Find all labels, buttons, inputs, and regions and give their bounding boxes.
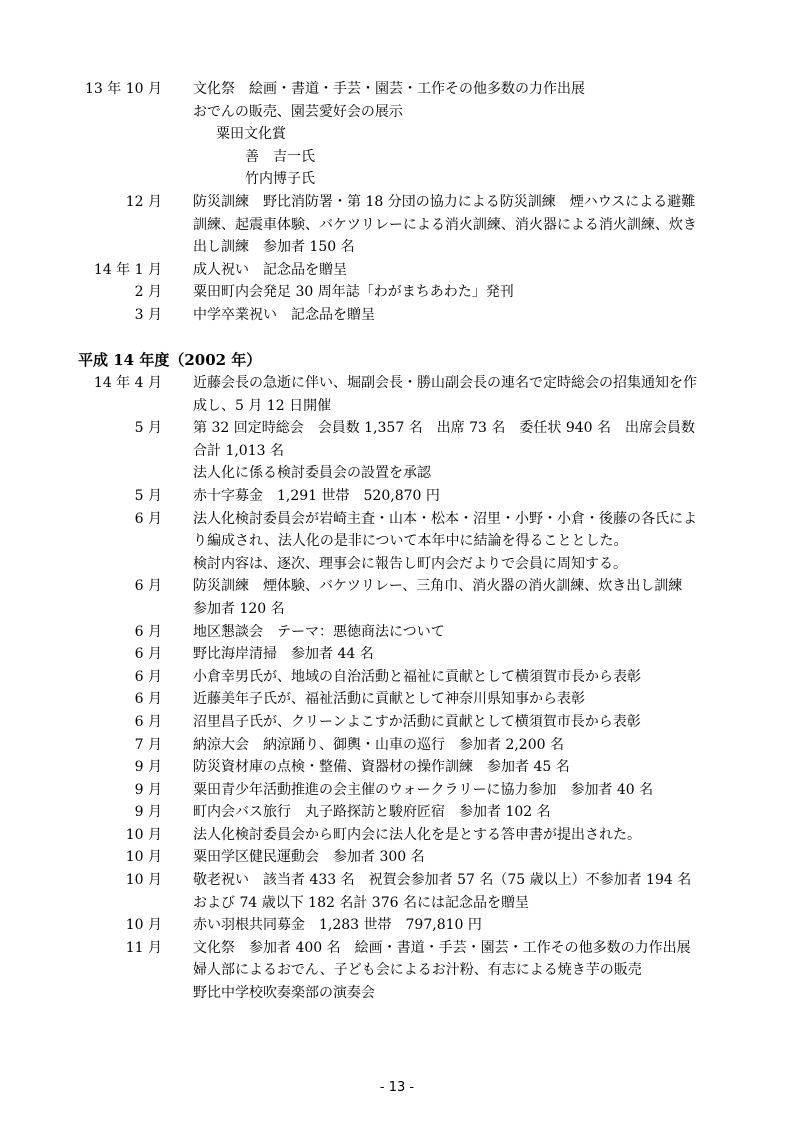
entry-date: 6 月	[134, 691, 162, 708]
entry-text: 防災訓練 野比消防署・第 18 分団の協力による防災訓練 煙ハウスによる避難	[193, 193, 696, 210]
entry-text: 沼里昌子氏が、クリーンよこすか活動に貢献として横須賀市長から表彰	[193, 713, 641, 730]
chronicle-entry-line	[0, 259, 794, 282]
entry-date: 11 月	[125, 939, 162, 956]
entry-date: 5 月	[134, 487, 162, 504]
chronicle-entry-line	[0, 959, 794, 982]
entry-date: 10 月	[125, 917, 162, 934]
chronicle-entry-line	[0, 575, 794, 598]
entry-text: 成し、5 月 12 日開催	[193, 397, 332, 414]
entry-date: 2 月	[134, 284, 162, 301]
entry-text: 検討内容は、逐次、理事会に報告し町内会だよりで会員に周知する。	[193, 555, 627, 572]
chronicle-entry-line	[0, 236, 794, 259]
entry-text: 赤十字募金 1,291 世帯 520,870 円	[193, 487, 440, 504]
chronicle-entry-line	[0, 553, 794, 576]
section-entries	[0, 372, 794, 1005]
entry-text: 訓練、起震車体験、バケツリレーによる消火訓練、消火器による消火訓練、炊き	[193, 216, 697, 233]
entry-text: 文化祭 参加者 400 名 絵画・書道・手芸・園芸・工作その他多数の力作出展	[193, 939, 691, 956]
page-number: - 13 -	[379, 1080, 415, 1095]
chronicle-entry-line	[0, 846, 794, 869]
chronicle-entry-line	[0, 78, 794, 101]
entry-date: 6 月	[134, 578, 162, 595]
entry-date: 13 年 10 月	[85, 81, 162, 97]
chronicle-entry-line	[0, 914, 794, 937]
entry-text: 善 吉一氏	[245, 148, 315, 165]
chronicle-entry-line	[0, 168, 794, 191]
entry-date: 5 月	[134, 420, 162, 437]
chronicle-entry-line	[0, 688, 794, 711]
entry-text: 法人化検討委員会から町内会に法人化を是とする答申書が提出された。	[193, 826, 641, 843]
entry-text: 近藤美年子氏が、福祉活動に貢献として神奈川県知事から表彰	[193, 691, 585, 708]
entry-text: 合計 1,013 名	[193, 442, 284, 459]
entry-text: り編成され、法人化の是非について本年中に結論を得ることとした。	[193, 533, 628, 550]
chronicle-entry-line	[0, 123, 794, 146]
chronicle-entry-line	[0, 417, 794, 440]
entry-text: 第 32 回定時総会 会員数 1,357 名 出席 73 名 委任状 940 名 出席会員数	[193, 420, 696, 437]
section-heading: 平成 14 年度（2002 年）	[78, 351, 262, 369]
chronicle-entry-line	[0, 395, 794, 418]
entry-date: 10 月	[125, 849, 162, 866]
chronicle-entry-line	[0, 508, 794, 531]
chronicle-entry-line	[0, 440, 794, 463]
chronicle-entry-line	[0, 711, 794, 734]
chronicle-entry-line	[0, 530, 794, 553]
entry-text: 町内会バス旅行 丸子路探訪と駿府匠宿 参加者 102 名	[193, 804, 551, 821]
fiscal-2002-section	[0, 348, 794, 1005]
entry-text: 参加者 120 名	[193, 600, 285, 617]
entry-text: 成人祝い 記念品を贈呈	[193, 261, 347, 278]
entry-date: 12 月	[125, 193, 162, 210]
chronicle-entry-line	[0, 643, 794, 666]
entry-text: 防災訓練 煙体験、バケツリレー、三角巾、消火器の消火訓練、炊き出し訓練	[193, 578, 683, 595]
entry-date: 10 月	[125, 826, 162, 843]
entry-text: 中学卒業祝い 記念品を贈呈	[193, 306, 375, 323]
chronicle-entry-line	[0, 824, 794, 847]
entry-date: 7 月	[134, 736, 162, 753]
entry-text: 野比海岸清掃 参加者 44 名	[193, 646, 374, 663]
entry-date: 6 月	[134, 510, 162, 527]
entry-text: 野比中学校吹奏楽部の演奏会	[193, 985, 375, 1002]
entry-text: 婦人部によるおでん、子ども会によるお汁粉、有志による焼き芋の販売	[193, 962, 642, 979]
chronicle-entry-line	[0, 734, 794, 757]
chronicle-entry-line	[0, 214, 794, 237]
chronicle-entry-line	[0, 869, 794, 892]
previous-year-entries	[0, 78, 794, 327]
chronicle-entry-line	[0, 372, 794, 395]
chronicle-entry-line	[0, 892, 794, 915]
entry-date: 6 月	[134, 623, 162, 640]
entry-text: 近藤会長の急逝に伴い、堀副会長・勝山副会長の連名で定時総会の招集通知を作	[193, 375, 697, 391]
entry-date: 9 月	[134, 781, 162, 798]
entry-text: 粟田文化賞	[216, 126, 286, 143]
chronicle-entry-line	[0, 304, 794, 327]
entry-date: 3 月	[134, 306, 162, 323]
entry-text: 防災資材庫の点検・整備、資器材の操作訓練 参加者 45 名	[193, 759, 570, 776]
chronicle-entry-line	[0, 756, 794, 779]
entry-date: 14 年 4 月	[93, 375, 162, 391]
entry-text: 粟田町内会発足 30 周年誌「わがまちあわた」発刊	[193, 284, 514, 301]
chronicle-entry-line	[0, 281, 794, 304]
entry-text: 小倉幸男氏が、地域の自治活動と福祉に貢献として横須賀市長から表彰	[193, 668, 641, 685]
chronicle-entry-line	[0, 101, 794, 124]
entry-date: 14 年 1 月	[93, 261, 162, 278]
chronicle-entry-line	[0, 779, 794, 802]
chronicle-entry-line	[0, 982, 794, 1005]
entry-text: 赤い羽根共同募金 1,283 世帯 797,810 円	[193, 917, 482, 934]
chronicle-entry-line	[0, 621, 794, 644]
entry-date: 9 月	[134, 804, 162, 821]
chronicle-entry-line	[0, 598, 794, 621]
entry-date: 10 月	[125, 872, 162, 889]
entry-date: 6 月	[134, 668, 162, 685]
entry-date: 6 月	[134, 646, 162, 663]
entry-text: 出し訓練 参加者 150 名	[193, 239, 355, 256]
entry-text: 地区懇談会 テーマ：悪徳商法について	[193, 623, 445, 640]
entry-text: 納涼大会 納涼踊り、御輿・山車の巡行 参加者 2,200 名	[193, 736, 564, 753]
entry-text: および 74 歳以下 182 名計 376 名には記念品を贈呈	[193, 894, 529, 911]
chronicle-entry-line	[0, 191, 794, 214]
entry-text: 粟田青少年活動推進の会主催のウォークラリーに協力参加 参加者 40 名	[193, 781, 654, 798]
entry-text: 文化祭 絵画・書道・手芸・園芸・工作その他多数の力作出展	[193, 81, 585, 97]
chronicle-entry-line	[0, 485, 794, 508]
entry-text: 敬老祝い 該当者 433 名 祝賀会参加者 57 名（75 歳以上）不参加者 194 名	[193, 872, 692, 889]
entry-text: 法人化に係る検討委員会の設置を承認	[193, 465, 431, 482]
entry-text: 粟田学区健民運動会 参加者 300 名	[193, 849, 425, 866]
entry-date: 9 月	[134, 759, 162, 776]
chronicle-entry-line	[0, 937, 794, 960]
entry-text: 竹内博子氏	[245, 171, 315, 188]
entry-text: 法人化検討委員会が岩崎主査・山本・松本・沼里・小野・小倉・後藤の各氏によ	[193, 510, 697, 527]
entry-date: 6 月	[134, 713, 162, 730]
entry-text: おでんの販売、園芸愛好会の展示	[193, 103, 403, 120]
chronicle-entry-line	[0, 462, 794, 485]
chronicle-entry-line	[0, 146, 794, 169]
chronicle-entry-line	[0, 801, 794, 824]
chronicle-entry-line	[0, 666, 794, 689]
